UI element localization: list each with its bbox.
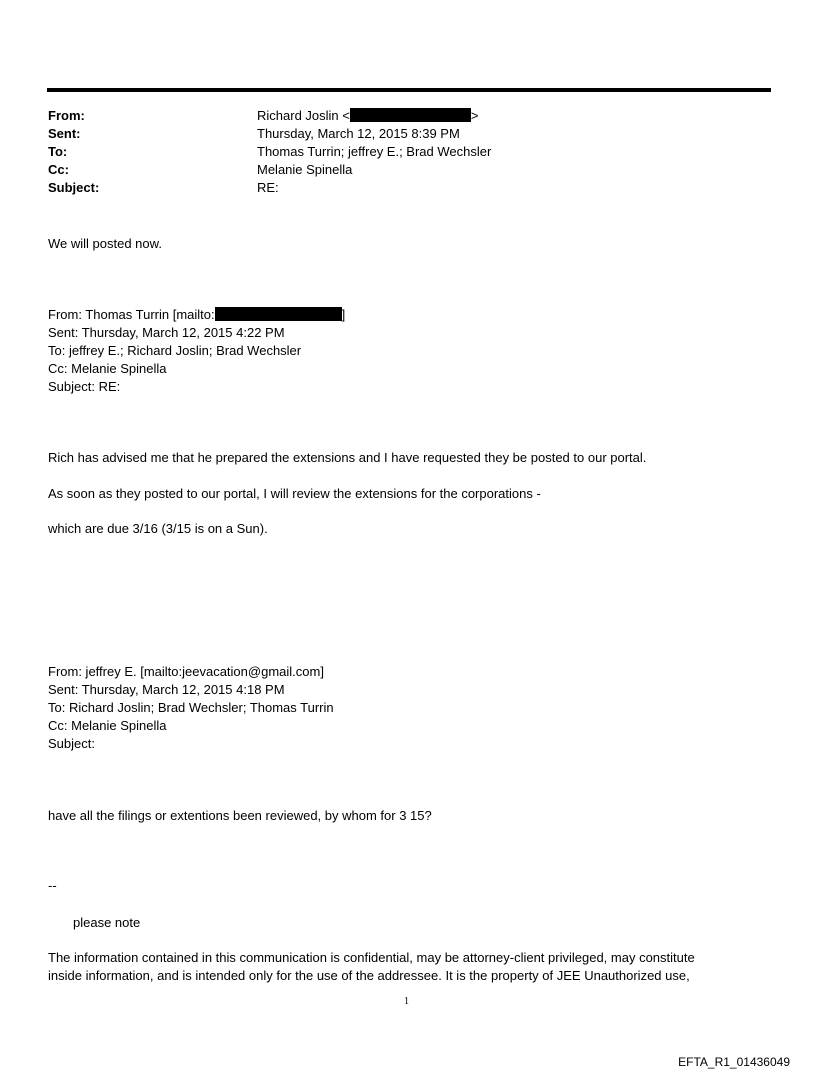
to-label: To:: [48, 144, 68, 159]
from-label: From:: [48, 108, 85, 123]
msg3-from: From: jeffrey E. [mailto:jeevacation@gmail.com]: [48, 664, 324, 679]
msg3-cc: Cc: Melanie Spinella: [48, 718, 167, 733]
msg3-to: To: Richard Joslin; Brad Wechsler; Thomas Turrin: [48, 700, 334, 715]
signature-separator: --: [48, 878, 57, 893]
cc-label: Cc:: [48, 162, 69, 177]
sent-value: Thursday, March 12, 2015 8:39 PM: [257, 126, 460, 141]
msg2-cc: Cc: Melanie Spinella: [48, 361, 167, 376]
redaction-box: [215, 307, 342, 321]
document-id: EFTA_R1_01436049: [678, 1055, 790, 1069]
subject-label: Subject:: [48, 180, 100, 195]
disclaimer-line-1: The information contained in this communication is confidential, may be attorney-client privileged, may constitute: [48, 950, 695, 965]
header-rule: [47, 88, 771, 92]
msg2-from: From: Thomas Turrin [mailto: ]: [48, 307, 346, 322]
signature-note: please note: [73, 915, 141, 930]
reply-body: We will posted now.: [48, 236, 162, 251]
msg2-to: To: jeffrey E.; Richard Joslin; Brad Wechsler: [48, 343, 302, 358]
msg2-body-line-1: Rich has advised me that he prepared the extensions and I have requested they be posted to our portal.: [48, 450, 647, 465]
msg2-subject: Subject: RE:: [48, 379, 121, 394]
subject-value: RE:: [257, 180, 279, 195]
from-value: Richard Joslin < >: [257, 108, 479, 123]
disclaimer-line-2: inside information, and is intended only for the use of the addressee. It is the property of JEE Unauthorized use,: [48, 968, 690, 983]
msg3-sent: Sent: Thursday, March 12, 2015 4:18 PM: [48, 682, 285, 697]
msg2-body-line-3: which are due 3/16 (3/15 is on a Sun).: [48, 521, 268, 536]
cc-value: Melanie Spinella: [257, 162, 353, 177]
msg3-subject: Subject:: [48, 736, 95, 751]
msg3-body: have all the filings or extentions been reviewed, by whom for 3 15?: [48, 808, 432, 823]
sent-label: Sent:: [48, 126, 81, 141]
msg2-sent: Sent: Thursday, March 12, 2015 4:22 PM: [48, 325, 285, 340]
to-value: Thomas Turrin; jeffrey E.; Brad Wechsler: [257, 144, 492, 159]
page-number: 1: [404, 996, 409, 1007]
msg2-body-line-2: As soon as they posted to our portal, I will review the extensions for the corporations -: [48, 486, 541, 501]
redaction-box: [350, 108, 471, 122]
